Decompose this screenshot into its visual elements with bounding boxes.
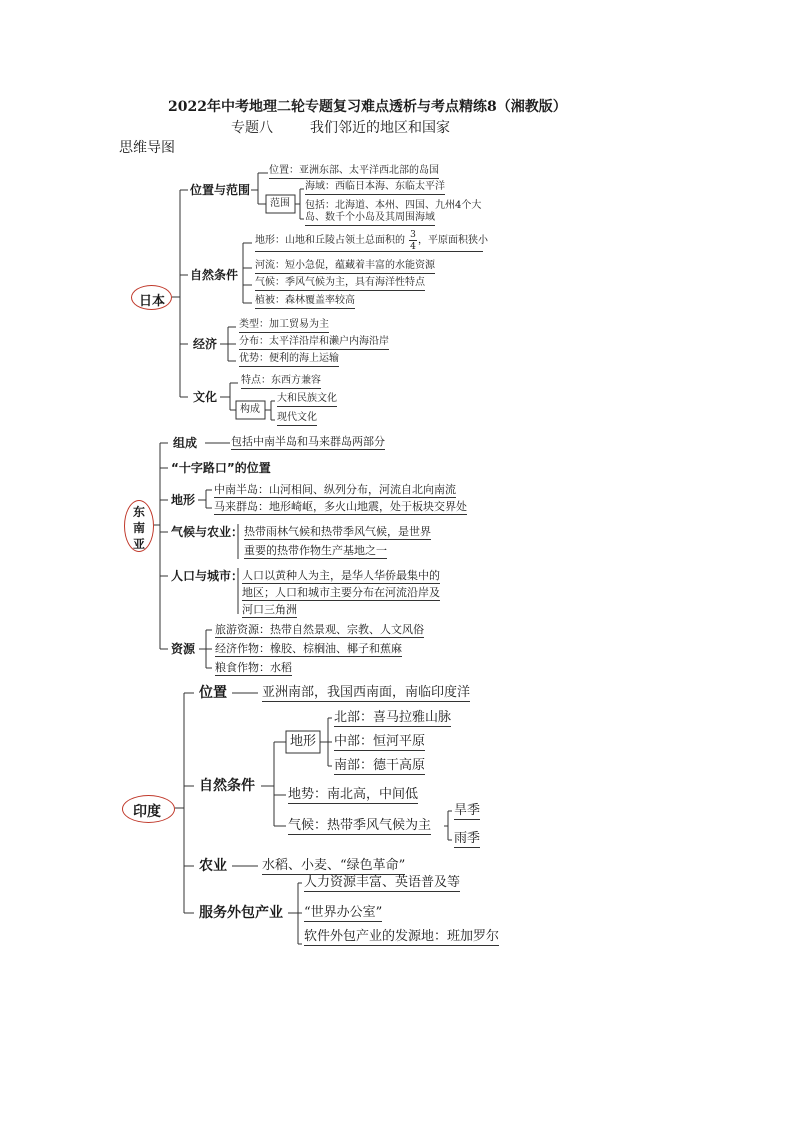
japan-economy-label: 经济 [193,337,218,351]
sea-terrain-label: 地形 [171,493,196,507]
japan-include-line2: 岛、数千个小岛及其周围海域 [305,213,435,226]
sea-population-line2: 地区；人口和城市主要分布在河流沿岸及 [242,586,440,599]
japan-location-text: 位置：亚洲东部、太平洋西北部的岛国 [269,166,439,179]
sea-root-char2: 南 [133,521,146,535]
japan-climate-text: 气候：季风气候为主，具有海洋性特点 [255,278,425,291]
india-root-label: 印度 [133,804,161,820]
sea-composition-text: 包括中南半岛和马来群岛两部分 [231,435,385,448]
sea-population-label: 人口与城市： [171,569,244,583]
sea-resources-label: 资源 [171,642,196,656]
japan-root-label: 日本 [139,294,166,309]
section-heading: 思维导图 [119,140,175,156]
india-services-line2: “世界办公室” [304,905,383,920]
india-services-line3: 软件外包产业的发源地：班加罗尔 [304,929,500,944]
sea-root-char1: 东 [133,505,146,519]
japan-culture-yamato: 大和民族文化 [277,394,337,407]
india-terrain-north: 北部：喜马拉雅山脉 [334,710,452,725]
japan-terrain-fraction-denominator: 4 [410,242,416,252]
india-terrain-middle: 中部：恒河平原 [334,734,426,749]
topic-name: 我们邻近的地区和国家 [310,120,450,136]
sea-climate-line2: 重要的热带作物生产基地之一 [244,544,387,557]
india-services-line1: 人力资源丰富、英语普及等 [304,875,461,890]
document-title: 2022年中考地理二轮专题复习难点透析与考点精练8（湘教版） [168,99,567,115]
japan-culture-feature: 特点：东西方兼容 [241,376,321,389]
japan-terrain-text-a: 地形：山地和丘陵占领土总面积的 [255,235,405,246]
india-services-label: 服务外包产业 [199,905,283,921]
sea-resources-cash-crops: 经济作物：橡胶、棕榈油、椰子和蕉麻 [215,642,402,655]
sea-population-line3: 河口三角洲 [242,603,297,616]
sea-terrain-indochina: 中南半岛：山河相间、纵列分布，河流自北向南流 [214,483,456,496]
japan-river-text: 河流：短小急促，蕴藏着丰富的水能资源 [255,261,435,274]
india-location-text: 亚洲南部，我国西南面，南临印度洋 [262,685,471,700]
sea-climate-line1: 热带雨林气候和热带季风气候，是世界 [244,525,431,538]
japan-vegetation-text: 植被：森林覆盖率较高 [255,296,355,309]
india-climate-text: 气候：热带季风气候为主 [288,818,432,833]
japan-terrain-text-b: ，平原面积狭小 [418,235,488,246]
japan-culture-composition-label: 构成 [240,404,260,415]
japan-culture-modern: 现代文化 [277,413,317,426]
india-slope-text: 地势：南北高，中间低 [288,787,419,802]
japan-range-label: 范围 [270,198,290,209]
sea-resources-tourism: 旅游资源：热带自然景观、宗教、人文风俗 [215,623,424,636]
india-rainy-season: 雨季 [454,831,481,846]
india-terrain-south: 南部：德干高原 [334,758,426,773]
india-terrain-label: 地形 [290,734,317,749]
japan-nature-label: 自然条件 [190,268,239,282]
sea-resources-grain: 粮食作物：水稻 [215,661,292,674]
japan-economy-distribution: 分布：太平洋沿岸和濑户内海沿岸 [239,337,389,350]
sea-root-char3: 亚 [133,537,146,551]
topic-number: 专题八 [231,120,273,136]
japan-culture-label: 文化 [193,390,218,404]
india-agriculture-label: 农业 [199,858,227,874]
japan-terrain-underline [255,251,483,252]
japan-sea-text: 海域：西临日本海、东临太平洋 [305,182,445,195]
japan-include-line1: 包括：北海道、本州、四国、九州4个大 [305,200,482,211]
japan-location-label: 位置与范围 [190,183,251,197]
sea-terrain-malay: 马来群岛：地形崎岖，多火山地震，处于板块交界处 [214,500,467,513]
india-nature-label: 自然条件 [199,778,255,794]
japan-economy-type: 类型：加工贸易为主 [239,320,329,333]
japan-economy-advantage: 优势：便利的海上运输 [239,354,339,367]
india-dry-season: 旱季 [454,803,481,818]
japan-terrain-fraction-numerator: 3 [410,230,416,240]
sea-crossroads-text: “十字路口”的位置 [171,461,271,475]
sea-climate-label: 气候与农业： [171,525,244,539]
india-location-label: 位置 [199,685,227,701]
sea-composition-label: 组成 [173,436,198,450]
sea-population-line1: 人口以黄种人为主，是华人华侨最集中的 [242,569,440,582]
india-agriculture-text: 水稻、小麦、“绿色革命” [262,858,406,873]
